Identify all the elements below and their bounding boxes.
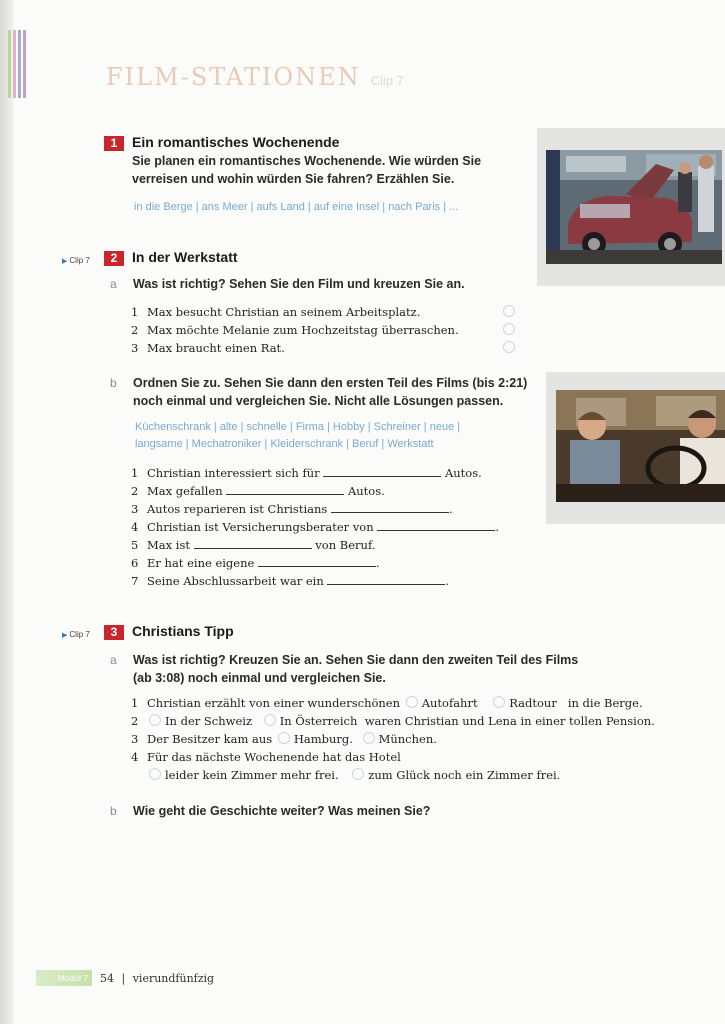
page-number: 54 [100,972,114,985]
decor-stripe [23,30,26,98]
instruction-line: Ordnen Sie zu. Sehen Sie dann den ersten Teil des Films (bis 2:21) [133,376,528,390]
subtask-letter: b [110,804,117,818]
choice-item: 4 Für das nächste Wochenende hat das Hotel [131,750,401,764]
blank-field[interactable] [323,465,441,477]
answer-circle[interactable] [149,714,161,726]
page-title-text: FILM-STATIONEN [106,63,361,91]
section-1-heading: Ein romantisches Wochenende [132,134,340,150]
answer-circle[interactable] [264,714,276,726]
photo-car-interior-image [556,390,725,502]
word-bank-line: Küchenschrank | alte | schnelle | Firma | Hobby | Schreiner | neue | [135,421,461,433]
blank-field[interactable] [258,555,376,567]
answer-circle[interactable] [493,696,505,708]
module-tab: Modul 7 [36,970,92,986]
subtask-letter: a [110,653,117,667]
blank-field[interactable] [331,501,449,513]
section-2-number: 2 [104,251,124,266]
instruction-line: Sie planen ein romantisches Wochenende. Wie würden Sie [132,154,482,168]
instruction-line: verreisen und wohin würden Sie fahren? Erzählen Sie. [132,172,455,186]
answer-circle[interactable] [503,323,515,335]
blank-field[interactable] [327,573,445,585]
checkbox-item: 3 Max braucht einen Rat. [131,341,285,355]
answer-circle[interactable] [503,341,515,353]
page-spine [0,0,14,1024]
blank-field[interactable] [226,483,344,495]
photo-workshop-car [546,150,722,264]
choice-item: 2 In der Schweiz In Österreich waren Christian und Lena in einer tollen Pension. [131,714,655,728]
section-2b-instruction [133,374,527,410]
instruction-line: (ab 3:08) noch einmal und vergleichen Sie. [133,671,386,685]
instruction-line: Was ist richtig? Kreuzen Sie an. Sehen Sie dann den zweiten Teil des Films [133,653,579,667]
answer-circle[interactable] [503,305,515,317]
page-title [106,63,404,91]
photo-workshop-car-image [546,150,722,264]
section-2-heading: In der Werkstatt [132,249,238,265]
answer-circle[interactable] [149,768,161,780]
fill-in-item: 7 Seine Abschlussarbeit war ein . [131,574,450,588]
section-1-number: 1 [104,136,124,151]
checkbox-item: 1 Max besucht Christian an seinem Arbeitsplatz. [131,305,421,319]
section-3b-instruction: Wie geht die Geschichte weiter? Was meinen Sie? [133,804,431,818]
instruction-line: noch einmal und vergleichen Sie. Nicht alle Lösungen passen. [133,394,504,408]
decor-stripe [13,30,16,98]
section-1-instruction [132,152,481,188]
choice-item: 3 Der Besitzer kam aus Hamburg. München. [131,732,437,746]
answer-circle[interactable] [278,732,290,744]
fill-in-item: 2 Max gefallen Autos. [131,484,385,498]
blank-field[interactable] [377,519,495,531]
clip-reference: ▶ Clip 7 [62,256,90,265]
page-number-word: vierundfünfzig [132,972,215,985]
choice-item: 1 Christian erzählt von einer wunderschönen Autofahrt Radtour in die Berge. [131,696,643,710]
answer-circle[interactable] [363,732,375,744]
word-bank [135,419,460,453]
page-footer [100,972,214,985]
fill-in-item: 3 Autos reparieren ist Christians . [131,502,453,516]
footer-separator: | [121,972,126,985]
decor-stripe [8,30,11,98]
clip-reference: ▶ Clip 7 [62,630,90,639]
fill-in-item: 1 Christian interessiert sich für Autos. [131,466,482,480]
checkbox-item: 2 Max möchte Melanie zum Hochzeitstag überraschen. [131,323,459,337]
word-bank-line: langsame | Mechatroniker | Kleiderschrank | Beruf | Werkstatt [135,438,434,450]
clip-tag: Clip 7 [370,73,404,88]
fill-in-item: 4 Christian ist Versicherungsberater von . [131,520,499,534]
section-2a-instruction: Was ist richtig? Sehen Sie den Film und kreuzen Sie an. [133,277,465,291]
section-1-options: in die Berge | ans Meer | aufs Land | auf eine Insel | nach Paris | ... [134,201,459,213]
section-3-number: 3 [104,625,124,640]
answer-circle[interactable] [352,768,364,780]
answer-circle[interactable] [406,696,418,708]
photo-car-interior [556,390,725,502]
subtask-letter: a [110,277,117,291]
decor-stripe [18,30,21,98]
choice-item-continued: leider kein Zimmer mehr frei. zum Glück noch ein Zimmer frei. [147,768,560,782]
blank-field[interactable] [194,537,312,549]
fill-in-item: 5 Max ist von Beruf. [131,538,376,552]
section-3-heading: Christians Tipp [132,623,234,639]
subtask-letter: b [110,376,117,390]
fill-in-item: 6 Er hat eine eigene . [131,556,380,570]
section-3a-instruction [133,651,578,687]
